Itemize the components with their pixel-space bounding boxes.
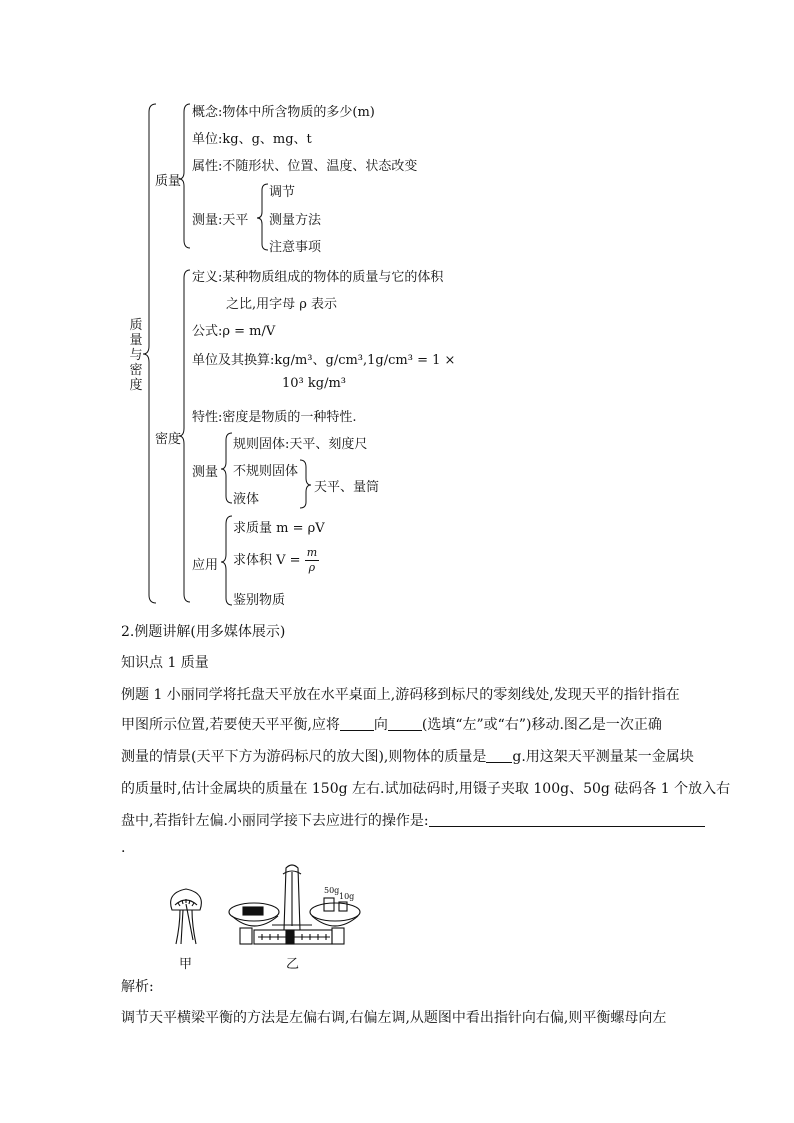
mass-unit: 单位:kg、g、mg、t: [192, 132, 312, 147]
density-characteristic: 特性:密度是物质的一种特性.: [192, 410, 357, 425]
example-end-period: .: [121, 840, 126, 856]
density-definition-cont: 之比,用字母 ρ 表示: [226, 297, 338, 312]
mass-concept: 概念:物体中所含物质的多少(m): [192, 105, 375, 120]
analysis-text: 调节天平横梁平衡的方法是左偏右调,右偏左调,从题图中看出指针向右偏,则平衡螺母向左: [121, 1010, 667, 1026]
mass-measure-label: 测量:天平: [192, 213, 249, 228]
measure-tools: 天平、量筒: [314, 480, 380, 495]
section-heading: 2.例题讲解(用多媒体展示): [121, 624, 286, 640]
measure-liquid: 液体: [233, 492, 260, 507]
example-paragraph-line: 的质量时,估计金属块的质量在 150g 左右.试加砝码时,用镊子夹取 100g、50g 砝码各 1 个放入右: [121, 781, 731, 797]
mass-measure-item: 测量方法: [269, 213, 322, 228]
application-find-volume: 求体积 V = $\frac{m}{\rho}$: [233, 546, 318, 574]
weight-label-10g: 10g: [339, 892, 355, 901]
mass-property: 属性:不随形状、位置、温度、状态改变: [192, 159, 418, 174]
knowledge-point-title: 知识点 1 质量: [121, 655, 209, 671]
example-paragraph-line: 测量的情景(天平下方为游码标尺的放大图),则物体的质量是 g.用这架天平测量某一金属块: [121, 749, 694, 765]
density-unit-cont: 10³ kg/m³: [282, 376, 347, 391]
example-paragraph-line: 例题 1 小丽同学将托盘天平放在水平桌面上,游码移到标尺的零刻线处,发现天平的指针指在: [121, 687, 680, 703]
density-branch-label: 密度: [155, 432, 182, 447]
density-definition: 定义:某种物质组成的物体的质量与它的体积: [192, 270, 444, 285]
measure-irregular-solid: 不规则固体: [233, 464, 299, 479]
weight-label-50g: 50g: [324, 886, 340, 895]
example-paragraph-line: 盘中,若指针左偏.小丽同学接下去应进行的操作是:: [121, 810, 705, 830]
density-application-label: 应用: [192, 558, 219, 573]
balance-figure-main: [229, 865, 360, 944]
application-find-mass: 求质量 m = ρV: [233, 521, 325, 536]
example-paragraph-line: 甲图所示位置,若要使天平平衡,应将 向 (选填“左”或“右”)移动.图乙是一次正确: [121, 717, 662, 733]
concept-map-root-label: 质 量 与 密 度: [129, 318, 143, 393]
application-identify-substance: 鉴别物质: [233, 593, 286, 608]
figure-label-yi: 乙: [286, 957, 300, 972]
volume-fraction: $\frac{m}{\rho}$: [306, 546, 318, 574]
figure-label-jia: 甲: [179, 957, 193, 972]
mass-measure-item: 调节: [269, 185, 296, 200]
pointer-dial-figure: [171, 889, 202, 944]
mass-measure-item: 注意事项: [269, 240, 322, 255]
density-unit: 单位及其换算:kg/m³、g/cm³,1g/cm³ = 1 ×: [192, 353, 456, 368]
mass-branch-label: 质量: [155, 174, 182, 189]
analysis-label: 解析:: [121, 979, 154, 995]
density-formula: 公式:ρ = m/V: [192, 324, 276, 339]
measure-regular-solid: 规则固体:天平、刻度尺: [233, 437, 368, 452]
density-measure-label: 测量: [192, 465, 219, 480]
